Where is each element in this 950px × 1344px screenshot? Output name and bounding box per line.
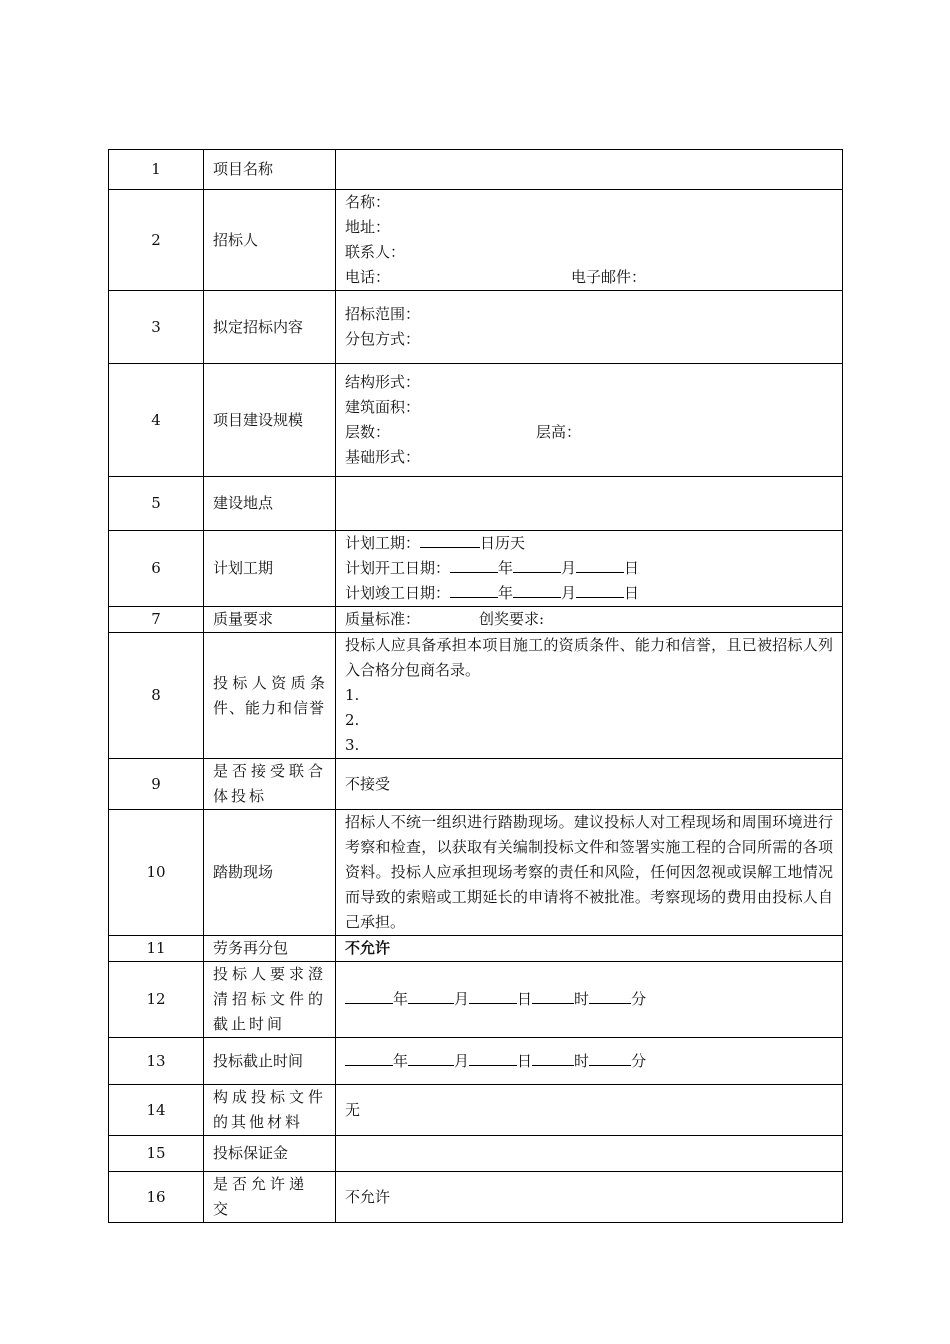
floor-height: 层高： (536, 423, 582, 441)
minute-unit: 分 (631, 990, 647, 1008)
row-number: 14 (109, 1085, 204, 1136)
row-value (336, 936, 843, 962)
table-row (109, 364, 843, 477)
label-text: 是否接受联合体投标 (213, 762, 326, 805)
duration-blank (420, 532, 480, 548)
row-number: 13 (109, 1038, 204, 1085)
row-label (204, 633, 336, 759)
table-row (109, 1136, 843, 1172)
year-blank (450, 582, 498, 598)
row-value (336, 364, 843, 477)
month-blank (408, 1050, 454, 1066)
table-row (109, 150, 843, 190)
row-value (336, 1038, 843, 1085)
floor-count: 层数： (345, 423, 391, 441)
row-value (336, 1136, 843, 1172)
row-value (336, 633, 843, 759)
row-number: 1 (109, 150, 204, 190)
tenderer-address: 地址： (345, 218, 391, 236)
row-label: 项目建设规模 (204, 364, 336, 477)
day-unit: 日 (624, 559, 640, 577)
year-blank (450, 557, 498, 573)
row-label: 招标人 (204, 190, 336, 291)
table-row (109, 633, 843, 759)
tenderer-phone: 电话： (345, 268, 391, 286)
duration-label: 计划工期： (345, 534, 421, 552)
month-unit: 月 (454, 1051, 470, 1070)
structure-type: 结构形式： (345, 373, 421, 391)
qualification-text: 投标人应具备承担本项目施工的资质条件、能力和信誉，且已被招标人列入合格分包商名录。 (345, 636, 833, 679)
row-number: 9 (109, 759, 204, 810)
minute-blank (589, 988, 631, 1004)
year-unit: 年 (498, 584, 514, 602)
row-number: 8 (109, 633, 204, 759)
row-value: 无 (336, 1085, 843, 1136)
row-number: 10 (109, 810, 204, 936)
table-row (109, 531, 843, 607)
row-value (336, 477, 843, 531)
table-row (109, 1085, 843, 1136)
row-label (204, 759, 336, 810)
table-row (109, 936, 843, 962)
table-row (109, 477, 843, 531)
list-item: 2. (345, 711, 360, 729)
row-number: 16 (109, 1172, 204, 1223)
day-blank (576, 582, 624, 598)
row-label (204, 1085, 336, 1136)
row-label (204, 1172, 336, 1223)
year-unit: 年 (393, 1051, 409, 1070)
row-label: 拟定招标内容 (204, 291, 336, 364)
finish-date-label: 计划竣工日期： (345, 584, 451, 602)
minute-unit: 分 (631, 1051, 647, 1070)
bid-data-table (108, 149, 843, 1223)
row-value (336, 607, 843, 633)
table-row (109, 962, 843, 1038)
table-row (109, 759, 843, 810)
day-blank (469, 988, 517, 1004)
quality-standard: 质量标准： (345, 610, 421, 628)
row-number: 11 (109, 936, 204, 962)
row-value (336, 810, 843, 936)
hour-blank (532, 1050, 574, 1066)
row-label: 项目名称 (204, 150, 336, 190)
duration-unit: 日历天 (480, 534, 526, 552)
table-row (109, 291, 843, 364)
minute-blank (589, 1050, 631, 1066)
label-text: 投标人要求澄清招标文件的截止时间 (213, 965, 326, 1033)
hour-unit: 时 (574, 990, 590, 1008)
row-value (336, 531, 843, 607)
month-unit: 月 (454, 990, 470, 1008)
row-value: 不允许 (336, 1172, 843, 1223)
label-text: 是否允许递交 (213, 1175, 309, 1218)
start-date-label: 计划开工日期： (345, 559, 451, 577)
hour-unit: 时 (574, 1051, 590, 1070)
row-label: 投标保证金 (204, 1136, 336, 1172)
row-number: 5 (109, 477, 204, 531)
table-row (109, 1172, 843, 1223)
year-blank (345, 988, 393, 1004)
building-area: 建筑面积： (345, 398, 421, 416)
row-label: 建设地点 (204, 477, 336, 531)
month-blank (408, 988, 454, 1004)
table-row (109, 607, 843, 633)
year-unit: 年 (498, 559, 514, 577)
label-text: 投标人资质条件、能力和信誉 (213, 673, 326, 717)
row-number: 15 (109, 1136, 204, 1172)
row-label: 劳务再分包 (204, 936, 336, 962)
row-label: 计划工期 (204, 531, 336, 607)
day-unit: 日 (624, 584, 640, 602)
table-row (109, 1038, 843, 1085)
month-unit: 月 (561, 584, 577, 602)
month-blank (513, 582, 561, 598)
day-unit: 日 (517, 990, 533, 1008)
list-item: 1. (345, 686, 360, 704)
row-value (336, 291, 843, 364)
foundation-type: 基础形式： (345, 448, 421, 466)
tenderer-email: 电子邮件： (571, 268, 647, 286)
tenderer-contact: 联系人： (345, 243, 406, 261)
row-number: 6 (109, 531, 204, 607)
row-value (336, 190, 843, 291)
row-label: 踏勘现场 (204, 810, 336, 936)
table-row (109, 190, 843, 291)
row-value: 不接受 (336, 759, 843, 810)
day-blank (469, 1050, 517, 1066)
row-value (336, 150, 843, 190)
list-item: 3. (345, 736, 360, 754)
award-requirement: 创奖要求: (479, 610, 545, 628)
tenderer-name: 名称： (345, 193, 391, 211)
month-unit: 月 (561, 559, 577, 577)
row-label (204, 962, 336, 1038)
row-number: 7 (109, 607, 204, 633)
row-label: 质量要求 (204, 607, 336, 633)
hour-blank (532, 988, 574, 1004)
row-number: 4 (109, 364, 204, 477)
day-blank (576, 557, 624, 573)
row-number: 12 (109, 962, 204, 1038)
table-row (109, 810, 843, 936)
label-text: 构成投标文件的其他材料 (213, 1088, 326, 1131)
site-visit-text: 招标人不统一组织进行踏勘现场。建议投标人对工程现场和周围环境进行考察和检查，以获取有关编制投标文件和签署实施工程的合同所需的各项资料。投标人应承担现场考察的责任和风险，任何因忽视或误解工地情况而导致的索赔或工期延长的申请将不被批准。考察现场的费用由投标人自己承担。 (345, 813, 833, 931)
row-number: 3 (109, 291, 204, 364)
row-label: 投标截止时间 (204, 1038, 336, 1085)
row-value (336, 962, 843, 1038)
tender-scope: 招标范围： (345, 305, 421, 323)
subcontract-value: 不允许 (345, 939, 391, 957)
subcontract-method: 分包方式： (345, 330, 421, 348)
day-unit: 日 (517, 1051, 533, 1070)
row-number: 2 (109, 190, 204, 291)
year-blank (345, 1050, 393, 1066)
month-blank (513, 557, 561, 573)
year-unit: 年 (393, 990, 409, 1008)
